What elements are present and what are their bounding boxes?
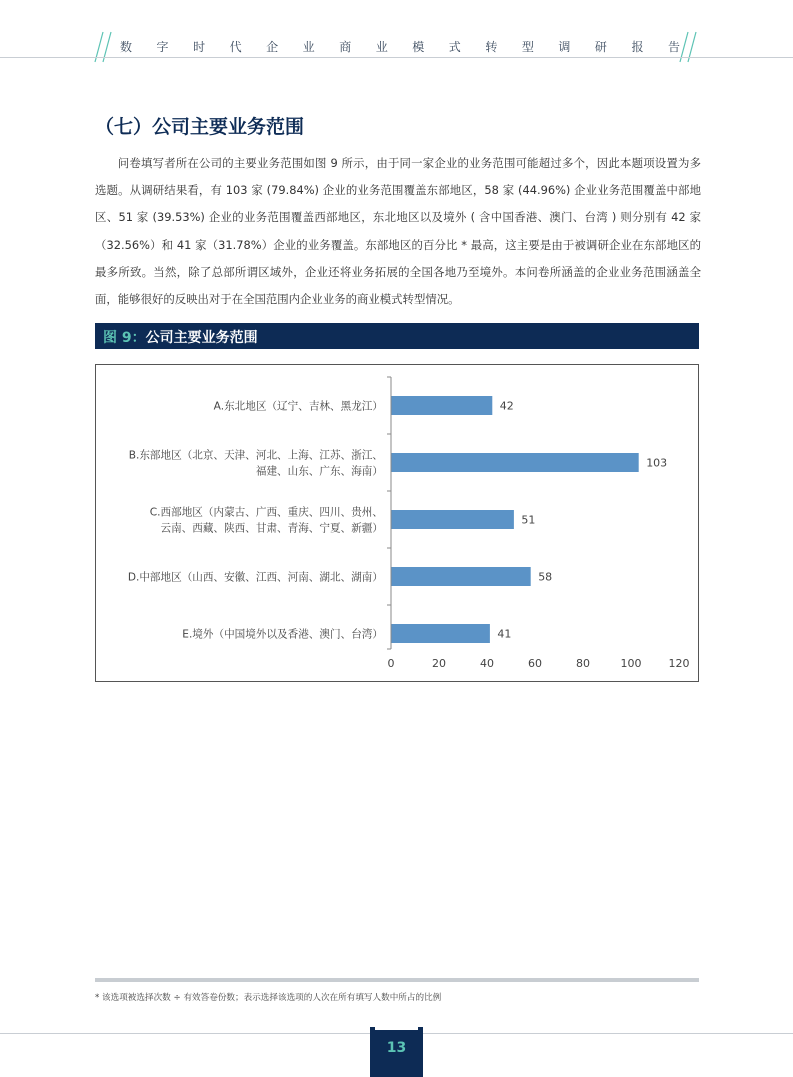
header-char: 报 <box>631 40 644 54</box>
x-tick-label: 120 <box>668 657 690 670</box>
category-label: E.境外（中国境外以及香港、澳门、台湾） <box>182 628 383 641</box>
category-label: A.东北地区（辽宁、吉林、黑龙江） <box>213 400 383 413</box>
footnote-rule <box>95 978 699 982</box>
category-label: 福建、山东、广东、海南） <box>255 465 383 478</box>
header-char: 告 <box>667 40 680 54</box>
x-tick-label: 40 <box>480 657 494 670</box>
bar-value-label: 42 <box>499 399 514 413</box>
double-slash-right-icon <box>678 30 700 64</box>
category-label: 云南、西藏、陕西、甘肃、青海、宁夏、新疆） <box>160 522 383 535</box>
bar-value-label: 51 <box>521 513 536 527</box>
header-char: 型 <box>521 40 534 54</box>
figure-banner <box>95 323 699 349</box>
header-char: 商 <box>339 40 352 54</box>
category-label: B.东部地区（北京、天津、河北、上海、江苏、浙江、 <box>128 449 383 462</box>
figure-title: 公司主要业务范围 <box>145 330 258 346</box>
footnote: * 该选项被选择次数 ÷ 有效答卷份数；表示选择该选项的人次在所有填写人数中所占的比例 <box>95 993 442 1003</box>
x-tick-label: 80 <box>576 657 590 670</box>
bar <box>392 453 639 472</box>
bar <box>392 567 531 586</box>
x-tick-label: 60 <box>528 657 542 670</box>
category-label: C.西部地区（内蒙古、广西、重庆、四川、贵州、 <box>149 506 383 519</box>
bar-chart <box>96 365 698 681</box>
x-tick-label: 20 <box>432 657 446 670</box>
page-header <box>0 0 793 64</box>
header-char: 时 <box>193 40 206 54</box>
figure-number: 图 9： <box>103 330 146 346</box>
header-char: 研 <box>594 40 607 54</box>
header-char: 模 <box>412 40 425 54</box>
bar <box>392 624 490 643</box>
section-title: （七）公司主要业务范围 <box>95 116 305 138</box>
header-char: 字 <box>156 40 169 54</box>
chart-frame <box>95 364 699 682</box>
page-box-accent <box>375 1027 418 1030</box>
body-paragraph: 问卷填写者所在公司的主要业务范围如图 9 所示，由于同一家企业的业务范围可能超过多个，因此本题项设置为多选题。从调研结果看，有 103 家 (79.84%) 企业的业务范围覆盖东部地区，58 家 (44.96%) 企业业务范围覆盖中部地区、51 家 (39.53%) 企业的业务范围覆盖西部地区，东北地区以及境外 ( 含中国香港、澳门、台湾 ) 则分别有 42 家（32.56%）和 41 家（31.78%）企业的业务覆盖。东部地区的百分比 * 最高，这主要是由于被调研企业在东部地区的最多所致。当然，除了总部所谓区域外，企业还将业务拓展的全国各地乃至境外。本问卷所涵盖的企业业务范围涵盖全面，能够很好的反映出对于在全国范围内企业业务的商业模式转型情况。 <box>95 156 701 307</box>
page-number: 13 <box>386 1040 407 1056</box>
header-char: 数 <box>120 40 133 54</box>
category-label: D.中部地区（山西、安徽、江西、河南、湖北、湖南） <box>127 571 383 584</box>
bar-value-label: 41 <box>497 627 512 641</box>
figure-label <box>103 327 258 347</box>
header-title <box>120 38 680 55</box>
header-char: 调 <box>558 40 571 54</box>
double-slash-left-icon <box>93 30 115 64</box>
bar <box>392 510 514 529</box>
header-char: 式 <box>448 40 461 54</box>
bar-value-label: 103 <box>646 456 668 470</box>
page-number-box <box>370 1027 423 1077</box>
bar-value-label: 58 <box>538 570 553 584</box>
header-char: 企 <box>266 40 279 54</box>
x-tick-label: 100 <box>620 657 642 670</box>
header-char: 业 <box>375 40 388 54</box>
header-char: 代 <box>229 40 242 54</box>
header-rule <box>0 57 793 58</box>
x-tick-label: 0 <box>387 657 395 670</box>
header-char: 转 <box>485 40 498 54</box>
bar <box>392 396 493 415</box>
header-char: 业 <box>302 40 315 54</box>
